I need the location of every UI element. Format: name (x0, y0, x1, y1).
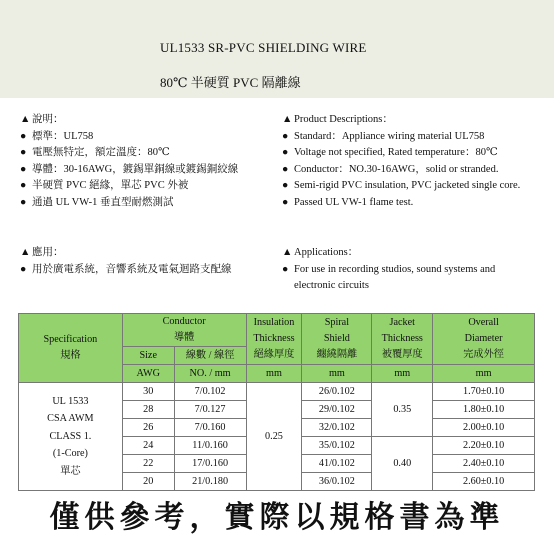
conductor-cell: 7/0.160 (174, 419, 246, 437)
app-zh-line (20, 245, 232, 262)
awg-cell: 30 (122, 383, 174, 401)
header-row (19, 314, 535, 347)
triangle-bullet: ▲ (20, 247, 31, 258)
awg-cell: 22 (122, 455, 174, 473)
od-cell: 2.60±0.10 (433, 473, 535, 491)
triangle-bullet: ▲ (282, 247, 293, 258)
applications-zh (20, 245, 232, 278)
desc-text: 半硬質 PVC 絕緣，單芯 PVC 外被 (32, 180, 189, 191)
desc-en-line (282, 112, 520, 129)
app-text: Applications： (294, 247, 359, 258)
mm-unit: mm (433, 365, 535, 383)
app-en-line (282, 262, 495, 279)
disclaimer-footer: 僅供參考，實際以規格書為準 (49, 500, 505, 535)
dot-bullet: ● (282, 263, 289, 275)
jacket-cell: 0.35 (372, 383, 433, 437)
spiral-cell: 41/0.102 (302, 455, 372, 473)
desc-en-line (282, 145, 520, 162)
spec-header: Specification 規格 (19, 314, 123, 383)
spiral-cell: 35/0.102 (302, 437, 372, 455)
od-cell: 1.70±0.10 (433, 383, 535, 401)
spiral-cell: 32/0.102 (302, 419, 372, 437)
dot-bullet: ● (282, 147, 289, 158)
dot-bullet: ● (282, 196, 289, 208)
desc-zh-line (20, 129, 238, 146)
awg-cell: 24 (122, 437, 174, 455)
dot-bullet: ● (20, 163, 27, 175)
desc-text: Conductor：NO.30-16AWG，solid or stranded. (294, 163, 499, 175)
dot-bullet: ● (20, 147, 27, 158)
app-zh-line (20, 262, 232, 279)
mm-unit: mm (246, 365, 302, 383)
desc-zh-line (20, 162, 238, 179)
app-text: 用於廣電系統，音響系統及電氣迴路支配線 (32, 263, 232, 275)
desc-zh-line (20, 195, 238, 212)
desc-text: Voltage not specified, Rated temperature：80℃ (294, 147, 498, 158)
desc-en-line (282, 129, 520, 146)
dot-bullet: ● (282, 163, 289, 175)
insulation-header: Insulation Thickness 絕緣厚度 (246, 314, 302, 365)
od-cell: 2.00±0.10 (433, 419, 535, 437)
desc-text: 導體：30-16AWG，鍍錫單銅線或鍍錫銅絞線 (32, 163, 239, 175)
jacket-header: Jacket Thickness 被覆厚度 (372, 314, 433, 365)
conductor-cell: 11/0.160 (174, 437, 246, 455)
desc-en-line (282, 195, 520, 212)
spec-cell: UL 1533 CSA AWM CLASS 1. (1-Core) 單芯 (19, 383, 123, 491)
od-cell: 2.40±0.10 (433, 455, 535, 473)
desc-text: Standard：Appliance wiring material UL758 (294, 130, 485, 142)
conductor-cell: 21/0.180 (174, 473, 246, 491)
conductor-cell: 7/0.102 (174, 383, 246, 401)
conductor-header: Conductor 導體 (122, 314, 246, 347)
conductor-cell: 7/0.127 (174, 401, 246, 419)
desc-text: Semi-rigid PVC insulation, PVC jacketed single core. (294, 180, 521, 191)
desc-zh-line (20, 112, 238, 129)
app-text: 應用： (32, 247, 64, 258)
product-title: UL1533 SR-PVC SHIELDING WIRE (160, 40, 367, 55)
app-text: electronic circuits (294, 280, 369, 291)
dot-bullet: ● (20, 263, 27, 275)
overall-header: Overall Diameter 完成外徑 (433, 314, 535, 365)
dot-bullet: ● (20, 130, 27, 142)
app-en-line (282, 278, 495, 295)
description-zh (20, 112, 238, 211)
jacket-cell: 0.40 (372, 437, 433, 491)
triangle-bullet: ▲ (20, 114, 31, 125)
no-mm-unit: NO. / mm (174, 365, 246, 383)
awg-cell: 26 (122, 419, 174, 437)
desc-zh-line (20, 178, 238, 195)
spiral-cell: 29/0.102 (302, 401, 372, 419)
spiral-cell: 36/0.102 (302, 473, 372, 491)
description-en (282, 112, 520, 211)
desc-text: 說明： (32, 114, 64, 125)
dot-bullet: ● (20, 196, 27, 208)
spec-table (18, 313, 535, 491)
applications-en (282, 245, 495, 295)
insulation-cell: 0.25 (246, 383, 302, 491)
awg-cell: 20 (122, 473, 174, 491)
mm-unit: mm (372, 365, 433, 383)
desc-en-line (282, 162, 520, 179)
desc-zh-line (20, 145, 238, 162)
size-header: Size (122, 347, 174, 365)
product-subtitle: 80℃ 半硬質 PVC 隔離線 (160, 75, 301, 90)
desc-text: Passed UL VW-1 flame test. (294, 196, 414, 208)
app-text: For use in recording studios, sound systems and (294, 263, 496, 275)
od-cell: 1.80±0.10 (433, 401, 535, 419)
conductor-cell: 17/0.160 (174, 455, 246, 473)
dot-bullet: ● (282, 180, 289, 191)
triangle-bullet: ▲ (282, 114, 293, 125)
desc-en-line (282, 178, 520, 195)
spiral-cell: 26/0.102 (302, 383, 372, 401)
table-row (19, 383, 535, 401)
awg-unit: AWG (122, 365, 174, 383)
mm-unit: mm (302, 365, 372, 383)
desc-text: Product Descriptions： (294, 114, 393, 125)
app-en-line (282, 245, 495, 262)
od-cell: 2.20±0.10 (433, 437, 535, 455)
dot-bullet: ● (282, 130, 289, 142)
spiral-header: Spiral Shield 纏繞隔離 (302, 314, 372, 365)
desc-text: 標準：UL758 (32, 130, 94, 142)
desc-text: 電壓無特定，額定溫度：80℃ (32, 147, 170, 158)
header-banner (0, 0, 554, 98)
dot-bullet: ● (20, 180, 27, 191)
desc-text: 通過 UL VW-1 垂直型耐燃測試 (32, 196, 174, 208)
numdia-header: 線數 / 線徑 (174, 347, 246, 365)
awg-cell: 28 (122, 401, 174, 419)
